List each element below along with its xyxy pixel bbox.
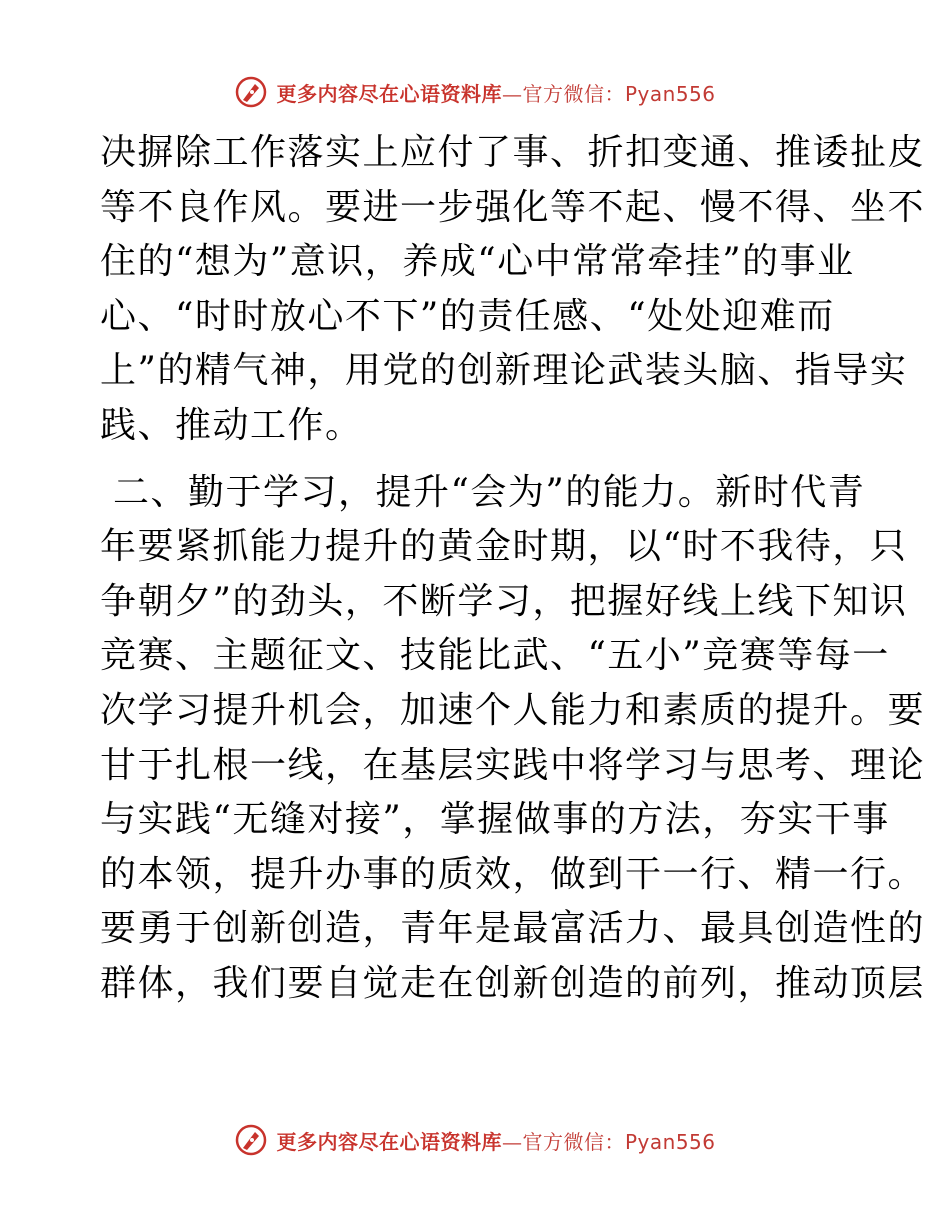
paragraph-2 bbox=[100, 466, 926, 1012]
watermark-label: 官方微信： bbox=[522, 1129, 625, 1154]
text-line: 与实践“无缝对接”，掌握做事的方法，夯实干事 bbox=[100, 799, 890, 841]
pen-nib-logo-icon bbox=[234, 75, 268, 109]
text-line: 心、“时时放心不下”的责任感、“处处迎难而 bbox=[100, 295, 835, 337]
watermark-separator: — bbox=[501, 1129, 523, 1154]
watermark-label: 官方微信： bbox=[522, 81, 625, 106]
text-line: 甘于扎根一线，在基层实践中将学习与思考、理论 bbox=[100, 744, 926, 786]
text-line: 年要紧抓能力提升的黄金时期，以“时不我待，只 bbox=[100, 526, 908, 568]
watermark-wechat-id: Pyan556 bbox=[624, 81, 716, 106]
footer-watermark bbox=[0, 1120, 950, 1160]
watermark-brand: 更多内容尽在心语资料库 bbox=[276, 1129, 502, 1154]
header-watermark bbox=[0, 72, 950, 112]
document-body bbox=[100, 126, 926, 1012]
text-line: 的本领，提升办事的质效，做到干一行、精一行。 bbox=[100, 853, 926, 895]
text-line: 群体，我们要自觉走在创新创造的前列，推动顶层 bbox=[100, 962, 926, 1004]
text-line: 竞赛、主题征文、技能比武、“五小”竞赛等每一 bbox=[100, 635, 890, 677]
text-line: 住的“想为”意识，养成“心中常常牵挂”的事业 bbox=[100, 241, 855, 283]
text-line: 二、勤于学习，提升“会为”的能力。新时代青 bbox=[100, 471, 866, 513]
watermark-brand: 更多内容尽在心语资料库 bbox=[276, 81, 502, 106]
paragraph-1 bbox=[100, 126, 926, 454]
pen-nib-logo-icon bbox=[234, 1123, 268, 1157]
text-line: 争朝夕”的劲头，不断学习，把握好线上线下知识 bbox=[100, 580, 908, 622]
text-line: 上”的精气神，用党的创新理论武装头脑、指导实 bbox=[100, 350, 908, 392]
watermark-text bbox=[276, 1126, 715, 1155]
text-line: 践、推动工作。 bbox=[100, 404, 363, 446]
text-line: 要勇于创新创造，青年是最富活力、最具创造性的 bbox=[100, 908, 926, 950]
text-line: 决摒除工作落实上应付了事、折扣变通、推诿扯皮 bbox=[100, 132, 926, 173]
text-line: 次学习提升机会，加速个人能力和素质的提升。要 bbox=[100, 689, 926, 731]
text-line: 等不良作风。要进一步强化等不起、慢不得、坐不 bbox=[100, 186, 926, 228]
watermark-separator: — bbox=[501, 81, 523, 106]
watermark-text bbox=[276, 78, 715, 107]
watermark-wechat-id: Pyan556 bbox=[624, 1129, 716, 1154]
